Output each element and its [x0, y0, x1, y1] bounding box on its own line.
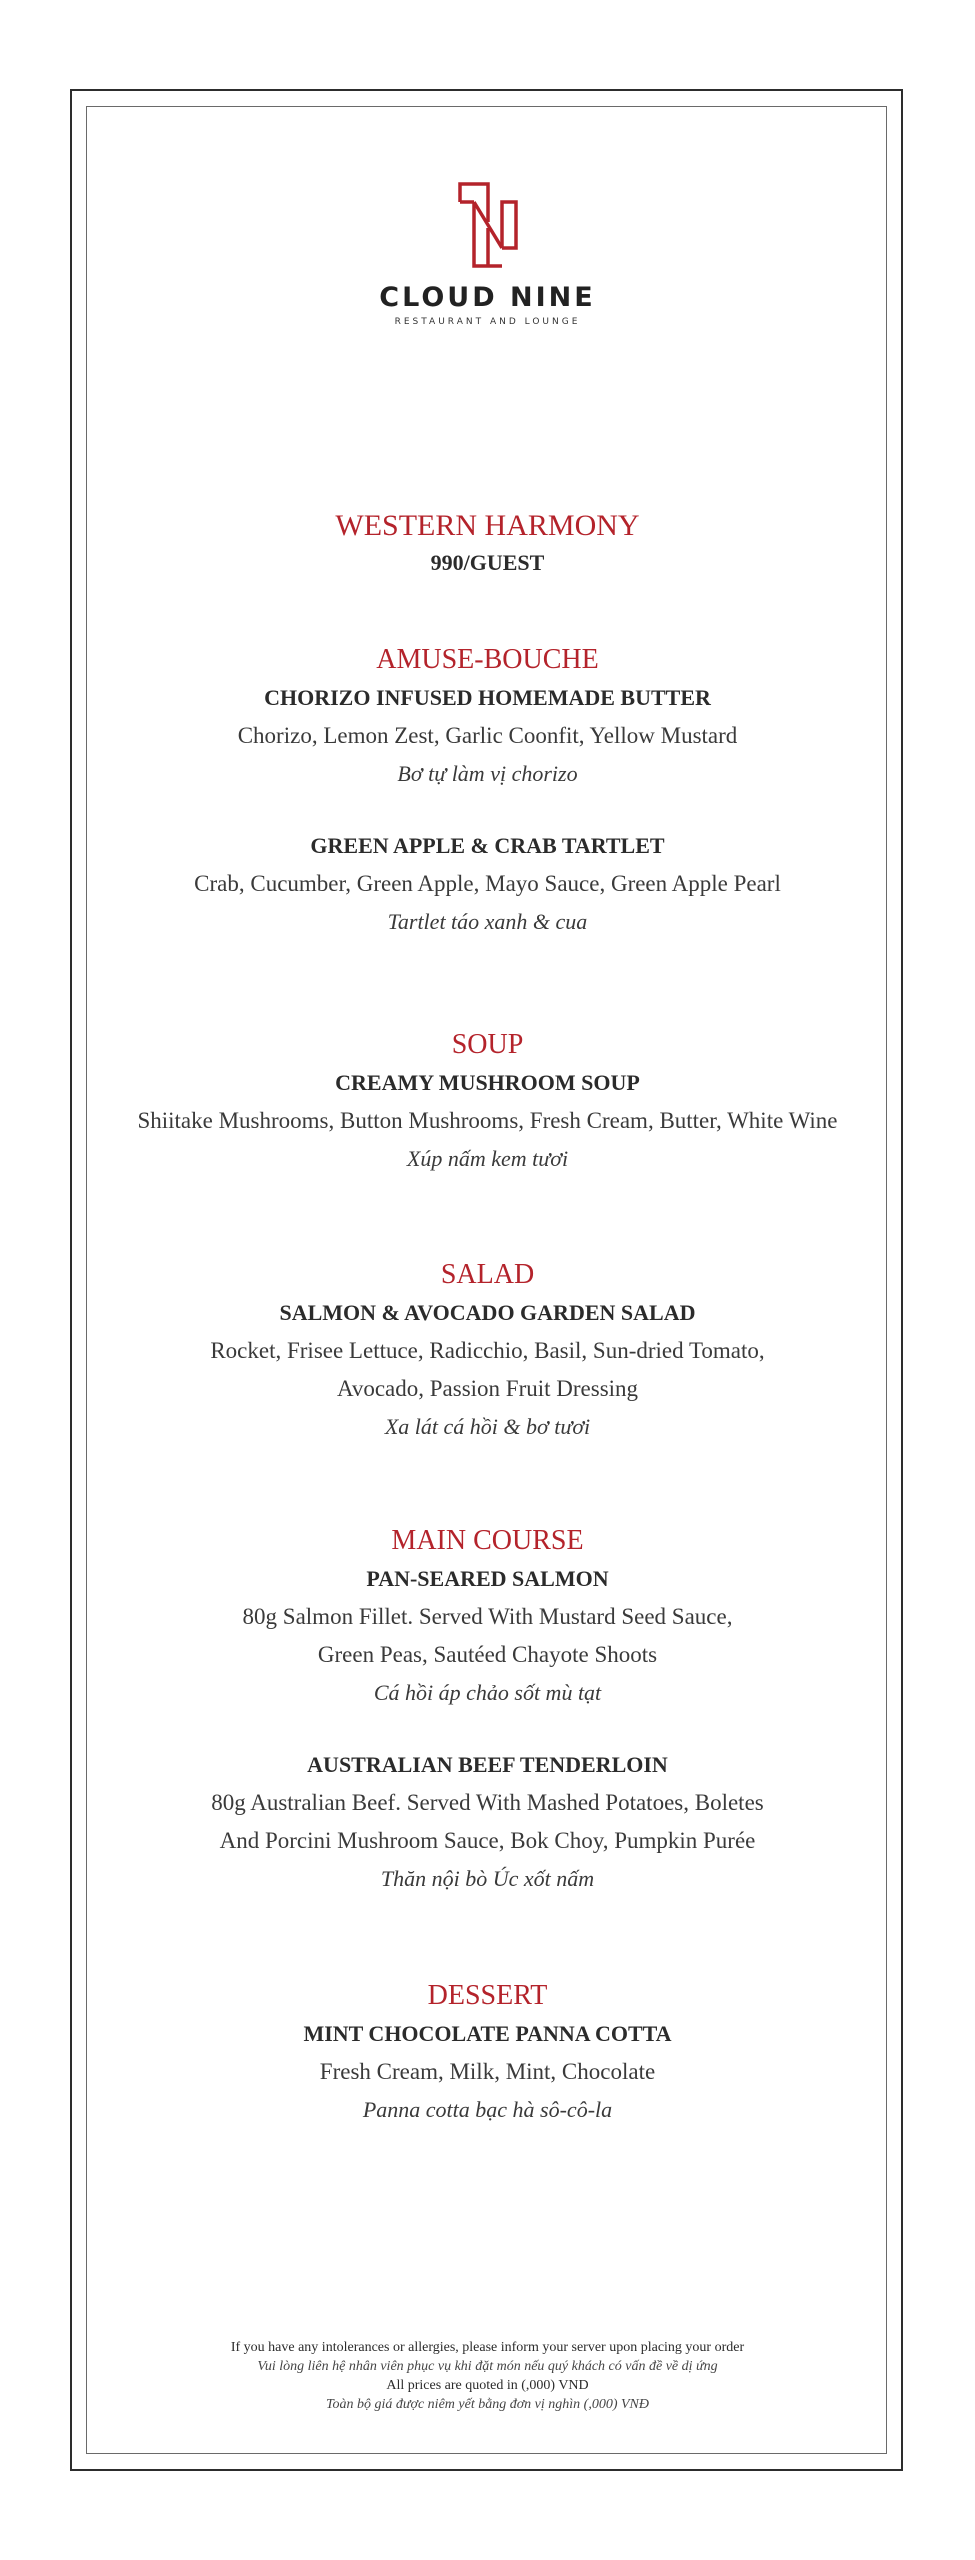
dish-name: GREEN APPLE & CRAB TARTLET	[310, 833, 665, 858]
dish-name: CHORIZO INFUSED HOMEMADE BUTTER	[264, 685, 711, 710]
dish-vietnamese-name: Cá hồi áp chảo sốt mù tạt	[373, 1680, 602, 1705]
menu-header	[0, 505, 975, 579]
section-title: MAIN COURSE	[391, 1525, 584, 1556]
price-note: All prices are quoted in (,000) VND	[386, 2378, 589, 2393]
section-dessert	[0, 1977, 975, 2129]
dish-description: 80g Salmon Fillet. Served With Mustard Seed Sauce,	[242, 1604, 733, 1629]
dish-description: Green Peas, Sautéed Chayote Shoots	[317, 1642, 658, 1667]
dish-description: Rocket, Frisee Lettuce, Radicchio, Basil, Sun-dried Tomato,	[210, 1338, 765, 1363]
section-title: DESSERT	[427, 1980, 548, 2011]
menu-title: WESTERN HARMONY	[335, 509, 640, 542]
section-title: AMUSE-BOUCHE	[376, 644, 599, 675]
dish-name: CREAMY MUSHROOM SOUP	[335, 1070, 640, 1095]
dish-description: 80g Australian Beef. Served With Mashed Potatoes, Boletes	[211, 1790, 764, 1815]
dish-description: Fresh Cream, Milk, Mint, Chocolate	[319, 2059, 656, 2084]
dish-description: Chorizo, Lemon Zest, Garlic Coonfit, Yellow Mustard	[237, 723, 738, 748]
allergy-note: If you have any intolerances or allergies, please inform your server upon placing your order	[230, 2340, 745, 2355]
dish-vietnamese-name: Panna cotta bạc hà sô-cô-la	[362, 2097, 613, 2122]
dish-vietnamese-name: Xúp nấm kem tươi	[406, 1146, 569, 1171]
dish-description: Shiitake Mushrooms, Button Mushrooms, Fresh Cream, Butter, White Wine	[137, 1108, 838, 1133]
dish-vietnamese-name: Bơ tự làm vị chorizo	[397, 761, 578, 786]
section-title: SALAD	[440, 1259, 535, 1290]
dish-name: PAN-SEARED SALMON	[366, 1566, 609, 1591]
dish-name: SALMON & AVOCADO GARDEN SALAD	[279, 1300, 696, 1325]
dish-vietnamese-name: Thăn nội bò Úc xốt nấm	[380, 1866, 595, 1891]
cloud-nine-logo-icon	[456, 182, 520, 268]
dish-vietnamese-name: Tartlet táo xanh & cua	[387, 909, 588, 934]
section-soup	[0, 1026, 975, 1178]
section-amuse-bouche	[0, 641, 975, 941]
section-salad	[0, 1256, 975, 1446]
dish-name: MINT CHOCOLATE PANNA COTTA	[303, 2021, 672, 2046]
dish-vietnamese-name: Xa lát cá hồi & bơ tươi	[384, 1414, 591, 1439]
price-note-vietnamese: Toàn bộ giá được niêm yết bằng đơn vị nghìn (,000) VNĐ	[325, 2397, 650, 2412]
brand-subtitle: RESTAURANT AND LOUNGE	[394, 317, 581, 327]
dish-name: AUSTRALIAN BEEF TENDERLOIN	[307, 1752, 668, 1777]
brand-name: CLOUD NINE	[379, 282, 596, 313]
footer-notes	[0, 2338, 975, 2414]
section-title: SOUP	[451, 1029, 524, 1060]
allergy-note-vietnamese: Vui lòng liên hệ nhân viên phục vụ khi đặt món nếu quý khách có vấn đề về dị ứng	[257, 2359, 718, 2374]
section-main-course	[0, 1522, 975, 1898]
dish-description: Avocado, Passion Fruit Dressing	[336, 1376, 639, 1401]
menu-price: 990/GUEST	[430, 550, 545, 575]
dish-description: And Porcini Mushroom Sauce, Bok Choy, Pumpkin Purée	[219, 1828, 756, 1853]
logo	[0, 182, 975, 327]
dish-description: Crab, Cucumber, Green Apple, Mayo Sauce, Green Apple Pearl	[194, 871, 781, 896]
